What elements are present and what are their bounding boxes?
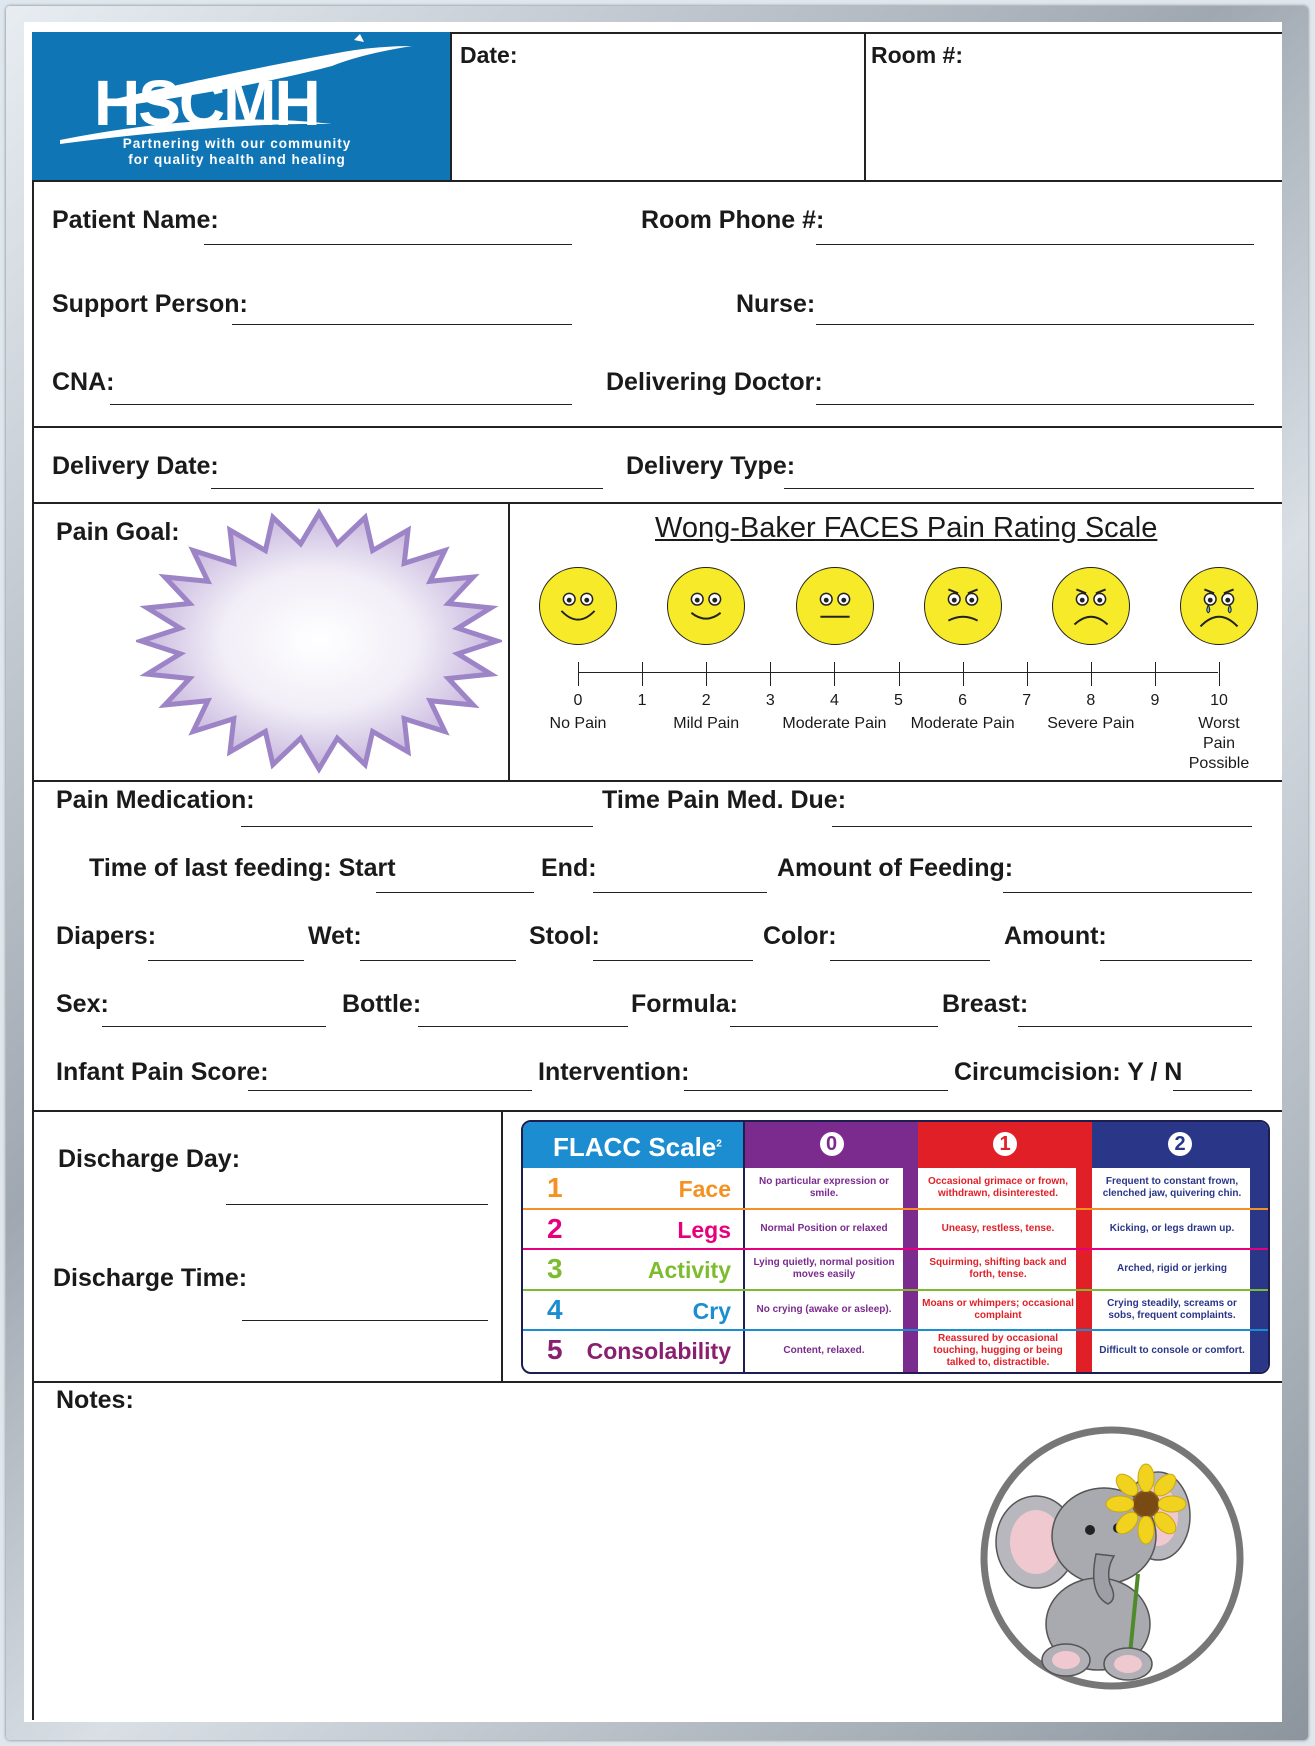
- wet-label: Wet:: [308, 922, 362, 950]
- discharge-time-label: Discharge Time:: [53, 1264, 248, 1292]
- flacc-cell-score-1: Moans or whimpers; occasional complaint: [922, 1298, 1074, 1322]
- face-4-icon[interactable]: [796, 567, 874, 645]
- divider: [450, 32, 452, 180]
- patient-name-label: Patient Name:: [52, 206, 219, 234]
- flacc-cell-score-1: Reassured by occasional touching, hugging or being talked to, distractible.: [933, 1332, 1063, 1368]
- wet-field[interactable]: [360, 960, 516, 961]
- flacc-cell-score-1: Uneasy, restless, tense.: [941, 1222, 1055, 1234]
- flacc-cell-score-2: Frequent to constant frown, clenched jaw, quivering chin.: [1102, 1176, 1242, 1200]
- diapers-label: Diapers:: [56, 922, 157, 950]
- patient-name-field[interactable]: [204, 244, 572, 245]
- intervention-field[interactable]: [684, 1090, 948, 1091]
- color-label: Color:: [763, 922, 837, 950]
- face-0-icon[interactable]: [539, 567, 617, 645]
- divider: [32, 426, 1282, 428]
- divider: [32, 1381, 1282, 1383]
- amount-feeding-label: Amount of Feeding:: [777, 854, 1014, 882]
- flacc-row-cry: [523, 1290, 743, 1330]
- sex-label: Sex:: [56, 990, 109, 1018]
- flacc-cell-score-1: Occasional grimace or frown, withdrawn, disinterested.: [927, 1176, 1069, 1200]
- feeding-end-field[interactable]: [593, 892, 767, 893]
- delivery-date-label: Delivery Date:: [52, 452, 219, 480]
- scale-description: Severe Pain: [1047, 715, 1135, 732]
- flacc-cell-score-1: Squirming, shifting back and forth, tense.: [929, 1257, 1067, 1281]
- flacc-score-1-header: 1: [918, 1122, 1092, 1168]
- scale-number: 6: [958, 692, 968, 709]
- flacc-row-number: 3: [547, 1253, 563, 1285]
- support-person-label: Support Person:: [52, 290, 248, 318]
- scale-tick: [770, 662, 771, 686]
- flacc-scale-chart: [521, 1120, 1270, 1374]
- divider: [864, 32, 866, 180]
- scale-tick: [963, 662, 964, 686]
- scale-number: 7: [1022, 692, 1032, 709]
- scale-tick: [1027, 662, 1028, 686]
- flacc-row-label: Legs: [677, 1216, 731, 1243]
- divider: [32, 180, 1282, 182]
- face-6-icon[interactable]: [924, 567, 1002, 645]
- scale-tick: [578, 662, 579, 686]
- infant-pain-score-field[interactable]: [248, 1090, 532, 1091]
- amount-field[interactable]: [1100, 960, 1252, 961]
- scale-tick: [1219, 662, 1220, 686]
- stool-field[interactable]: [593, 960, 753, 961]
- scale-number: 5: [894, 692, 903, 709]
- flacc-divider: [743, 1122, 745, 1372]
- flacc-row-number: 4: [547, 1293, 563, 1325]
- support-person-field[interactable]: [232, 324, 572, 325]
- scale-description: Mild Pain: [673, 715, 740, 732]
- divider: [32, 780, 1282, 782]
- flacc-title: FLACC Scale$^2$: [553, 1132, 722, 1162]
- color-field[interactable]: [830, 960, 990, 961]
- flacc-cell-score-0: Normal Position or relaxed: [760, 1222, 888, 1234]
- flacc-navy-band: [1250, 1168, 1268, 1372]
- logo-text: HSCMH: [94, 67, 319, 139]
- face-10-icon[interactable]: [1180, 567, 1258, 645]
- face-2-icon[interactable]: [667, 567, 745, 645]
- scale-description: Moderate Pain: [910, 715, 1015, 732]
- flacc-row-face: [523, 1168, 743, 1208]
- intervention-label: Intervention:: [538, 1058, 690, 1086]
- hscmh-logo: [32, 32, 450, 180]
- sex-field[interactable]: [102, 1026, 326, 1027]
- scale-description: Moderate Pain: [782, 715, 887, 732]
- date-label: Date:: [460, 42, 518, 68]
- flacc-cell-score-0: Content, relaxed.: [783, 1344, 865, 1356]
- flacc-purple-band: [903, 1168, 918, 1372]
- time-last-feeding-label: Time of last feeding: Start: [89, 854, 396, 882]
- scale-tick: [1091, 662, 1092, 686]
- room-label: Room #:: [871, 42, 963, 68]
- scale-tick: [1155, 662, 1156, 686]
- room-phone-field[interactable]: [816, 244, 1254, 245]
- flacc-cell-score-0: No particular expression or smile.: [758, 1176, 890, 1200]
- scale-tick: [642, 662, 643, 686]
- wong-baker-title: Wong-Baker FACES Pain Rating Scale: [655, 512, 1158, 544]
- cna-label: CNA:: [52, 368, 115, 396]
- diapers-field[interactable]: [148, 960, 304, 961]
- flacc-score-0-header: 0: [745, 1122, 918, 1168]
- pain-medication-field[interactable]: [241, 826, 593, 827]
- amount-label: Amount:: [1004, 922, 1107, 950]
- divider: [32, 502, 1282, 504]
- breast-field[interactable]: [1018, 1026, 1252, 1027]
- delivering-doctor-label: Delivering Doctor:: [606, 368, 823, 396]
- scale-number: 2: [701, 692, 711, 709]
- flacc-cell-score-2: Crying steadily, screams or sobs, frequent complaints.: [1107, 1298, 1237, 1322]
- flacc-cell-score-2: Arched, rigid or jerking: [1116, 1263, 1228, 1275]
- scale-description: Worst Pain Possible: [1188, 715, 1250, 772]
- flacc-row-label: Face: [678, 1176, 731, 1202]
- nurse-label: Nurse:: [736, 290, 816, 318]
- infant-pain-score-label: Infant Pain Score:: [56, 1058, 269, 1086]
- scale-number: 8: [1086, 692, 1096, 709]
- stool-label: Stool:: [529, 922, 600, 950]
- logo-tagline: Partnering with our community for quality health and healing: [122, 136, 352, 167]
- scale-number: 3: [765, 692, 775, 709]
- pain-goal-starburst-icon[interactable]: [136, 506, 502, 776]
- flacc-row-label: Activity: [647, 1257, 731, 1284]
- scale-tick: [706, 662, 707, 686]
- flacc-title-header: [523, 1122, 743, 1168]
- bottle-label: Bottle:: [342, 990, 422, 1018]
- pain-goal-label: Pain Goal:: [56, 518, 180, 546]
- scale-number: 0: [573, 692, 583, 709]
- formula-field[interactable]: [730, 1026, 938, 1027]
- flacc-row-label: Cry: [692, 1297, 731, 1324]
- flacc-score-2-header: 2: [1092, 1122, 1268, 1168]
- bottle-field[interactable]: [418, 1026, 628, 1027]
- flacc-row-label: Consolability: [586, 1338, 731, 1365]
- scale-number: 9: [1150, 692, 1160, 709]
- elephant-with-flower-icon: [978, 1424, 1246, 1692]
- flacc-red-band: [1076, 1168, 1092, 1372]
- feeding-start-field[interactable]: [376, 892, 534, 893]
- flacc-row-number: 5: [547, 1334, 563, 1366]
- scale-number: 1: [637, 692, 647, 709]
- scale-number: 4: [829, 692, 839, 709]
- breast-label: Breast:: [942, 990, 1029, 1018]
- circumcision-field[interactable]: [1173, 1090, 1252, 1091]
- scale-tick: [899, 662, 900, 686]
- flacc-cell-score-2: Kicking, or legs drawn up.: [1109, 1222, 1235, 1234]
- pain-medication-label: Pain Medication:: [56, 786, 255, 814]
- flacc-row-number: 2: [547, 1212, 563, 1244]
- flacc-cell-score-0: Lying quietly, normal position moves easily: [753, 1257, 895, 1281]
- scale-description: No Pain: [549, 715, 607, 732]
- time-pain-med-due-field[interactable]: [832, 826, 1252, 827]
- end-label: End:: [541, 854, 597, 882]
- divider: [501, 1110, 503, 1381]
- amount-feeding-field[interactable]: [1003, 892, 1252, 893]
- room-phone-label: Room Phone #:: [641, 206, 825, 234]
- delivering-doctor-field[interactable]: [816, 404, 1254, 405]
- flacc-row-activity: [523, 1249, 743, 1289]
- flacc-cell-score-2: Difficult to console or comfort.: [1099, 1344, 1245, 1356]
- divider: [508, 502, 510, 780]
- flacc-row-number: 1: [547, 1172, 563, 1203]
- notes-label: Notes:: [56, 1386, 134, 1414]
- formula-label: Formula:: [631, 990, 738, 1018]
- time-pain-med-due-label: Time Pain Med. Due:: [602, 786, 847, 814]
- scale-tick: [834, 662, 835, 686]
- nurse-field[interactable]: [816, 324, 1254, 325]
- circumcision-label: Circumcision: Y / N: [954, 1058, 1183, 1086]
- flacc-row-legs: [523, 1209, 743, 1249]
- delivery-date-field[interactable]: [211, 488, 603, 489]
- scale-number: 10: [1210, 692, 1228, 709]
- delivery-type-field[interactable]: [784, 488, 1254, 489]
- face-8-icon[interactable]: [1052, 567, 1130, 645]
- discharge-time-field[interactable]: [242, 1320, 488, 1321]
- flacc-row-consolability: [523, 1330, 743, 1370]
- discharge-day-field[interactable]: [226, 1204, 488, 1205]
- delivery-type-label: Delivery Type:: [626, 452, 796, 480]
- flacc-cell-score-0: No crying (awake or asleep).: [756, 1304, 892, 1316]
- cna-field[interactable]: [110, 404, 572, 405]
- discharge-day-label: Discharge Day:: [58, 1145, 241, 1173]
- divider: [32, 1110, 1282, 1112]
